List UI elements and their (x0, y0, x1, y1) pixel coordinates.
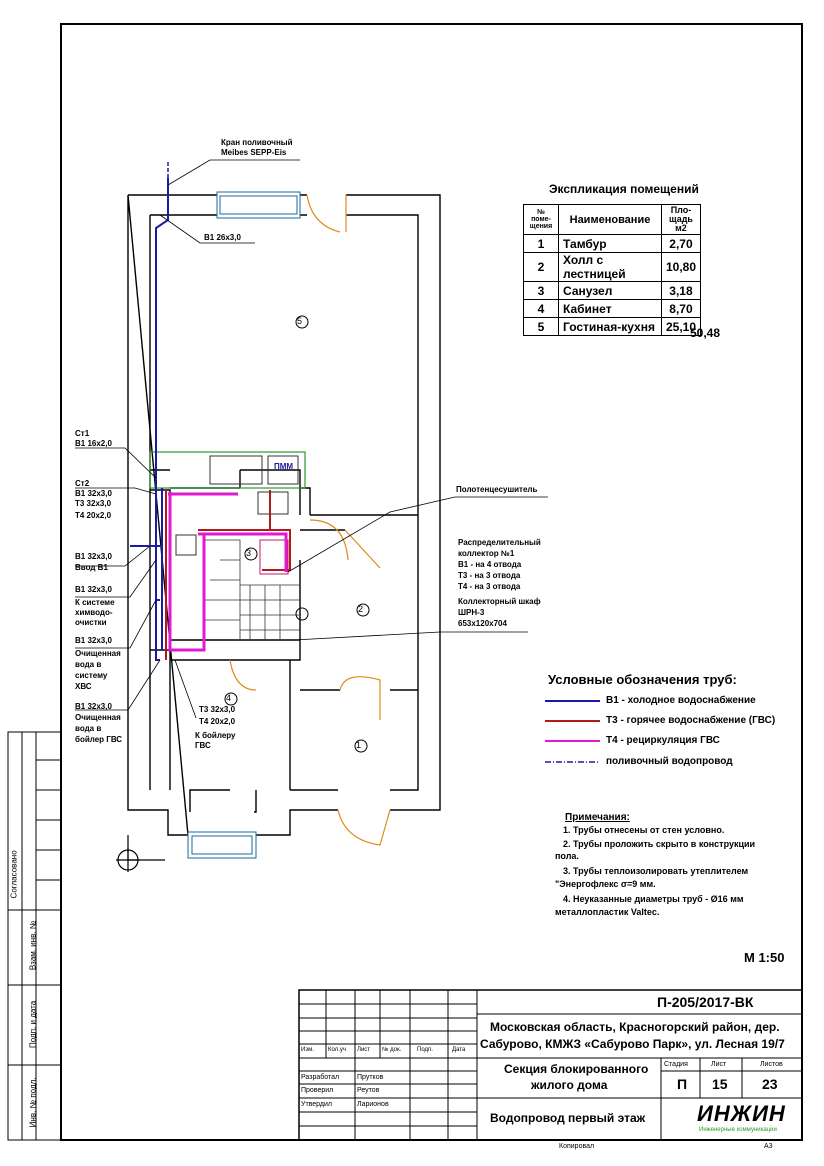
role-developer: Разработал (301, 1074, 340, 1081)
leader-lines (75, 160, 548, 718)
st2-b1-label: В1 32х3,0 (75, 489, 112, 498)
room-mark-5: 5 (297, 316, 303, 326)
row-name: Гостиная-кухня (559, 318, 662, 336)
doors (230, 195, 390, 845)
note-line: металлопластик Valtec. (555, 907, 660, 917)
boiler-label-2: вода в (75, 724, 102, 733)
row-num: 4 (524, 300, 559, 318)
entry-symbol (116, 835, 165, 872)
st2-label: Ст2 (75, 479, 90, 488)
explication-title: Экспликация помещений (549, 182, 699, 196)
note-line: "Энергофлекс σ=9 мм. (555, 879, 656, 889)
collector-label-4: Т3 - на 3 отвода (458, 571, 521, 580)
note-line: пола. (555, 851, 579, 861)
row-num: 5 (524, 318, 559, 336)
row-area: 10,80 (661, 253, 700, 282)
stage-header: Стадия (664, 1061, 688, 1068)
chem-label-3: очистки (75, 618, 107, 627)
doc-code: П-205/2017-ВК (657, 994, 754, 1010)
side-agreed: Согласовано (9, 850, 19, 899)
row-area: 8,70 (661, 300, 700, 318)
notes-title: Примечания: (565, 812, 630, 823)
collector-label-3: В1 - на 4 отвода (458, 560, 522, 569)
clean-pipe-label: В1 32х3,0 (75, 636, 112, 645)
side-sign-date: Подп. и дата (28, 1000, 38, 1048)
role-checker: Проверил (301, 1087, 334, 1094)
col-num-header: № поме-щения (524, 205, 559, 235)
col-header-date: Дата (452, 1047, 466, 1053)
note-line: 2. Трубы проложить скрыто в конструкции (563, 839, 756, 849)
col-name-header: Наименование (559, 205, 662, 235)
row-num: 1 (524, 235, 559, 253)
cabinet-label-1: Коллекторный шкаф (458, 597, 541, 606)
legend-item-t4: Т4 - рециркуляция ГВС (606, 735, 720, 746)
boiler-label-3: бойлер ГВС (75, 735, 123, 744)
chem-label-1: К системе (75, 598, 115, 607)
object-name-2: жилого дома (531, 1078, 608, 1092)
logo-subtext: Инженерные коммуникации (699, 1127, 777, 1133)
row-area: 25,10 (661, 318, 700, 336)
chem-pipe-label: В1 32х3,0 (75, 585, 112, 594)
drain-marker (296, 608, 308, 620)
row-name: Санузел (559, 282, 662, 300)
row-area: 2,70 (661, 235, 700, 253)
name-approver: Ларионов (357, 1101, 389, 1108)
role-approver: Утвердил (301, 1101, 332, 1108)
explication-header-row (524, 205, 701, 235)
col-area-header: Пло-щадь м2 (661, 205, 700, 235)
row-num: 2 (524, 253, 559, 282)
row-num: 3 (524, 282, 559, 300)
chem-label-2: химводо- (75, 608, 113, 617)
col-header-sign: Подп. (417, 1047, 433, 1053)
pmm-label: ПММ (274, 462, 294, 471)
explication-table (523, 204, 701, 336)
towel-dryer (260, 540, 288, 574)
room-mark-3: 3 (246, 548, 252, 558)
room-mark-1: 1 (356, 740, 362, 750)
side-inv-replace: Взам. инв. № (28, 920, 38, 971)
clean-label-4: ХВС (75, 682, 92, 691)
row-name: Холл с лестницей (559, 253, 662, 282)
tap-title: Кран поливочный (221, 138, 293, 147)
to-boiler-label-2: ГВС (195, 741, 211, 750)
note-line: 3. Трубы теплоизолировать утеплителем (563, 866, 749, 876)
legend-item-b1: В1 - холодное водоснабжение (606, 695, 756, 706)
address-line-1: Московская область, Красногорский район, дер. (490, 1020, 780, 1034)
table-row (524, 318, 701, 336)
col-header-doc: № док. (382, 1047, 402, 1053)
row-name: Тамбур (559, 235, 662, 253)
legend-item-irrigation: поливочный водопровод (606, 756, 733, 767)
sheet-value: 15 (712, 1076, 728, 1092)
object-name-1: Секция блокированного (504, 1062, 649, 1076)
collector-label-5: Т4 - на 3 отвода (458, 582, 521, 591)
st2-t3-label: Т3 32х3,0 (75, 499, 112, 508)
t3-32-label: Т3 32х3,0 (199, 705, 236, 714)
explication-total: 50,48 (690, 326, 721, 340)
towel-dryer-label: Полотенцесушитель (456, 485, 538, 494)
st1-b1-label: В1 16х2,0 (75, 439, 112, 448)
logo-text: ИНЖИН (697, 1101, 786, 1126)
sheet-header: Лист (711, 1061, 727, 1068)
b1-26-label: В1 26х3,0 (204, 233, 241, 242)
pipe-t3 (166, 490, 290, 660)
to-boiler-label-1: К бойлеру (195, 731, 236, 740)
clean-label-2: вода в (75, 660, 102, 669)
t4-20-label: Т4 20х2,0 (199, 717, 236, 726)
table-row (524, 300, 701, 318)
washbasin (258, 492, 288, 514)
legend-title: Условные обозначения труб: (548, 672, 737, 687)
st1-label: Ст1 (75, 429, 90, 438)
scale-label: М 1:50 (744, 950, 785, 965)
toilet (176, 535, 196, 555)
name-checker: Реутов (357, 1087, 380, 1094)
building-walls (128, 195, 440, 835)
col-header-kol: Кол.уч (328, 1047, 346, 1053)
address-line-2: Сабурово, КМЖЗ «Сабурово Парк», ул. Лесная 19/7 (480, 1037, 785, 1051)
clean-label-1: Очищенная (75, 649, 121, 658)
format-label: А3 (764, 1143, 773, 1150)
company-logo (695, 1102, 795, 1136)
vvod-label: Ввод В1 (75, 563, 108, 572)
table-row (524, 282, 701, 300)
note-line: 4. Неуказанные диаметры труб - Ø16 мм (563, 894, 744, 904)
legend-lines (545, 701, 600, 762)
room-mark-2: 2 (358, 604, 364, 614)
side-inv-orig: Инв. № подл. (28, 1077, 38, 1128)
sheets-value: 23 (762, 1076, 778, 1092)
cabinet-label-2: ШРН-3 (458, 608, 485, 617)
collector-label-1: Распределительный (458, 538, 541, 547)
room-mark-4: 4 (226, 693, 232, 703)
clean-label-3: систему (75, 671, 108, 680)
tap-model: Meibes SEPP-Eis (221, 148, 287, 157)
stage-value: П (677, 1076, 688, 1092)
col-header-list: Лист (357, 1047, 371, 1053)
vvod-pipe-label: В1 32х3,0 (75, 552, 112, 561)
row-name: Кабинет (559, 300, 662, 318)
table-row (524, 253, 701, 282)
table-row (524, 235, 701, 253)
collector-label-2: коллектор №1 (458, 549, 515, 558)
note-line: 1. Трубы отнесены от стен условно. (563, 825, 725, 835)
cabinet-label-3: 653х120х704 (458, 619, 507, 628)
row-area: 3,18 (661, 282, 700, 300)
copied-label: Копировал (559, 1143, 595, 1150)
st2-t4-label: Т4 20х2,0 (75, 511, 112, 520)
col-header-izm: Изм. (301, 1047, 314, 1053)
boiler-label-1: Очищенная (75, 713, 121, 722)
sheets-header: Листов (760, 1061, 783, 1068)
sheet-title: Водопровод первый этаж (490, 1111, 646, 1125)
legend-item-t3: Т3 - горячее водоснабжение (ГВС) (606, 715, 776, 726)
name-developer: Прутков (357, 1074, 384, 1081)
boiler-pipe-label: В1 32х3,0 (75, 702, 112, 711)
